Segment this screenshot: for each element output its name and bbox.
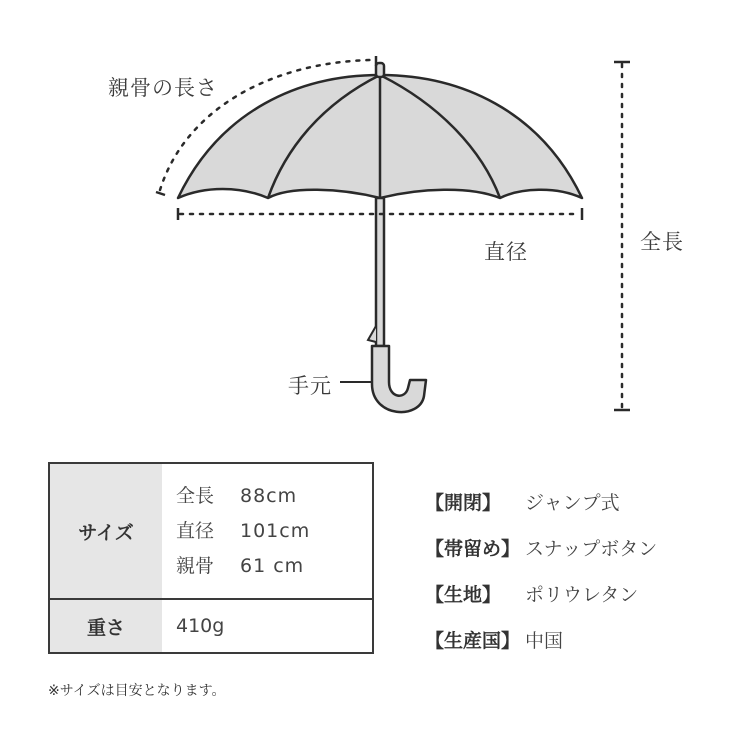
umbrella-handle — [372, 346, 426, 412]
size-values — [162, 464, 372, 598]
size-line-diameter — [176, 514, 372, 549]
feature-value: スナップボタン — [525, 537, 658, 560]
feature-item-origin — [425, 616, 745, 662]
weight-header: 重さ — [50, 600, 162, 652]
total-length-label: 全長 — [640, 230, 684, 254]
size-row — [50, 464, 372, 600]
strap-snap — [368, 326, 376, 342]
feature-item-fabric — [425, 570, 745, 616]
feature-item-strap — [425, 524, 745, 570]
size-note: ※サイズは目安となります。 — [48, 683, 226, 699]
rib-length-label: 親骨の長さ — [108, 76, 218, 100]
feature-label: 【帯留め】 — [425, 537, 521, 560]
weight-row — [50, 600, 372, 652]
feature-label: 【生地】 — [425, 583, 502, 606]
feature-list — [425, 478, 745, 662]
size-line-label: 直径 — [176, 519, 215, 542]
umbrella-shaft — [376, 198, 384, 346]
size-line-label: 全長 — [176, 484, 215, 507]
diameter-label: 直径 — [484, 240, 528, 264]
size-line-label: 親骨 — [176, 554, 215, 577]
weight-values — [162, 600, 372, 652]
feature-value: ポリウレタン — [525, 583, 639, 606]
feature-value: ジャンプ式 — [525, 491, 620, 514]
spec-table — [48, 462, 374, 654]
feature-label: 【生産国】 — [425, 629, 521, 652]
handle-label: 手元 — [288, 374, 332, 398]
size-line-rib — [176, 549, 372, 584]
size-line-value: 88cm — [240, 484, 298, 507]
size-line-value: 61 cm — [240, 554, 305, 577]
feature-value: 中国 — [525, 629, 564, 652]
size-line-value: 101cm — [240, 519, 311, 542]
feature-label: 【開閉】 — [425, 491, 502, 514]
size-header: サイズ — [50, 464, 162, 598]
feature-item-opening — [425, 478, 745, 524]
weight-value: 410g — [176, 615, 225, 637]
size-line-total — [176, 479, 372, 514]
